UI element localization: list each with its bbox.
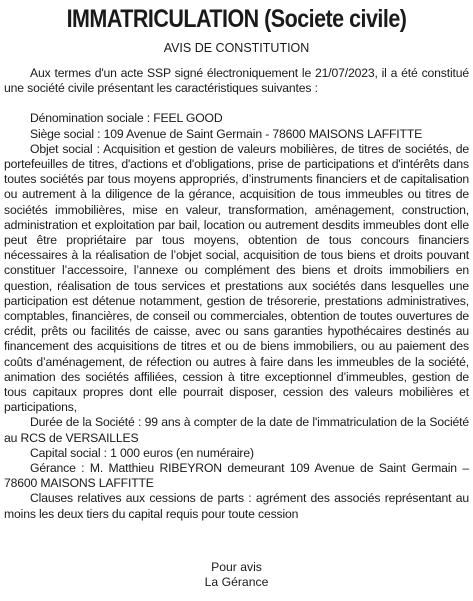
notice-body [4,66,469,522]
objet-paragraph: Objet social : Acquisition et gestion de valeurs mobilières, de titres de sociétés, de portefeuilles de titres, d'actions et d'obligations, prise de participations et d'intérêts dans toutes sociétés par tous moyens appropriés, d’instruments financiers et de capitalisation ou autrement à la diligence de la gérance, acquisition de tous immeubles ou titres de sociétés immobilières, mise en valeur, transformation, aménagement, construction, administration et exploitation par bail, location ou autrement desdits immeubles dont elle peut être propriétaire par tous moyens, obtention de tous concours financiers nécessaires à la réalisation de l’objet social, acquisition de tous biens et droits pouvant constituer l’accessoire, l’annexe ou complément des biens et droits immobiliers en question, réalisation de tous services et prestations aux sociétés dans lesquelles une participation est détenue notamment, gestion de trésorerie, prestations administratives, comptables, financières, de conseil ou commerciales, obtention de toutes ouvertures de crédit, prêts ou facilités de caisse, avec ou sans garanties hypothécaires destinés au financement des acquisitions de titres et ou de biens immobiliers, ou au paiement des coûts d’aménagement, de réfection ou autres à faire dans les immeubles de la société, animation des sociétés affiliées, cession à titre exceptionnel d’immeubles, gestion de tous capitaux propres dont elle pourrait disposer, cession des valeurs mobilières et participations, [4,141,469,415]
paragraph-gap [4,96,469,111]
duree-paragraph: Durée de la Société : 99 ans à compter de la date de l'immatriculation de la Société au RCS de VERSAILLES [4,415,469,445]
closing-line-1: Pour avis [211,559,262,574]
gerance-paragraph: Gérance : M. Matthieu RIBEYRON demeurant 109 Avenue de Saint Germain – 78600 MAISONS LAFFITTE [4,461,469,491]
notice-title: IMMATRICULATION (Societe civile) [66,5,407,33]
notice-subtitle: AVIS DE CONSTITUTION [163,41,310,55]
denomination-line: Dénomination sociale : FEEL GOOD [30,111,223,126]
intro-paragraph: Aux termes d'un acte SSP signé électroniquement le 21/07/2023, il a été constitué une société civile présentant les caractéristiques suivantes : [4,66,469,96]
capital-line: Capital social : 1 000 euros (en numéraire) [30,445,254,460]
clauses-paragraph: Clauses relatives aux cessions de parts : agrément des associés représentant au moins les deux tiers du capital requis pour toute cession [4,491,469,521]
closing-line-2: La Gérance [204,575,269,590]
closing-signature [4,560,469,590]
siege-line: Siège social : 109 Avenue de Saint Germain - 78600 MAISONS LAFFITTE [30,126,423,141]
